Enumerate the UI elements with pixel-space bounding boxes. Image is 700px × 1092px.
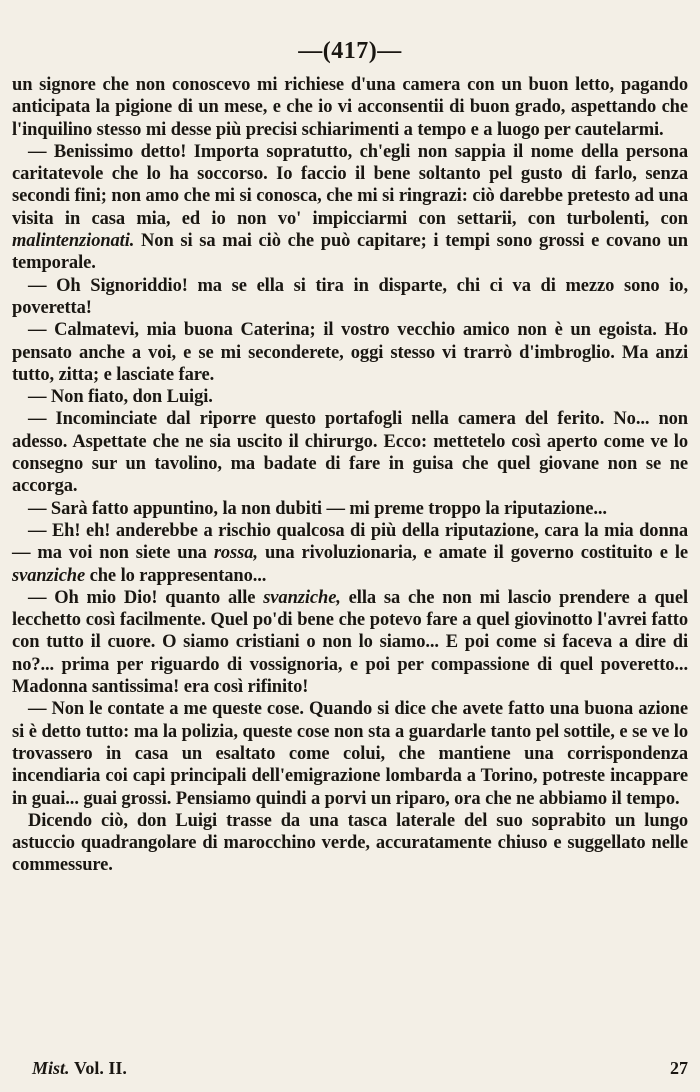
italic-text: rossa, xyxy=(213,543,258,564)
text-run: ella sa che non mi lascio prendere a quel lecchetto così facilmente. Quel po'di bene che potevo fare a quel giovinotto l'avrei fatto con tutto il cuore. O siamo cristiani o non lo siamo... E poi come si faceva a dire di no?... prima per riguardo di vossignoria, e poi per compassione di quel poveretto... Madonna santissima! era così rifinito! xyxy=(12,587,688,698)
text-run: — Non fiato, don Luigi. xyxy=(28,387,213,408)
italic-text: svanziche xyxy=(12,565,86,586)
body-text xyxy=(12,74,688,877)
paragraph xyxy=(12,810,688,877)
signature-mark xyxy=(32,1058,127,1079)
text-run: che lo rappresentano... xyxy=(85,565,267,586)
paragraph xyxy=(12,520,688,587)
paragraph xyxy=(12,408,688,497)
signature-number: 27 xyxy=(670,1058,688,1078)
paragraph xyxy=(12,386,688,408)
paragraph xyxy=(12,698,688,809)
paragraph xyxy=(12,587,688,698)
paragraph xyxy=(12,498,688,520)
text-run: — Sarà fatto appuntino, la non dubiti — mi preme troppo la riputazione... xyxy=(28,498,607,519)
signature-title: Mist. xyxy=(32,1058,70,1078)
text-run: un signore che non conoscevo mi richiese d'una camera con un buon letto, pagando anticipata la pigione di un mese, e che io vi acconsentii di buon grado, aspettando che l'inquilino stesso mi desse più precisi schiarimenti a tempo e a luogo per cautelarmi. xyxy=(12,75,688,140)
text-run: — Oh mio Dio! quanto alle xyxy=(28,587,264,608)
text-run: — Incominciate dal riporre questo portafogli nella camera del ferito. No... non adesso. Aspettate che ne sia uscito il chirurgo. Ecco: mettetelo così aperto come ve lo consegno sur un tavolino, ma badate di fare in guisa che quel giovane non se ne accorga. xyxy=(12,409,688,497)
text-run: Dicendo ciò, don Luigi trasse da una tasca laterale del suo soprabito un lungo astuccio quadrangolare di marocchino verde, accuratamente chiuso e suggellato nelle commessure. xyxy=(12,810,688,876)
signature-volume: Vol. II. xyxy=(74,1058,127,1078)
paragraph xyxy=(12,74,688,141)
text-run: — Benissimo detto! Importa sopratutto, ch'egli non sappia il nome della persona caritatevole che lo ha soccorso. Io faccio il bene soltanto pel gusto di farlo, senza secondi fini; non amo che mi si conosca, che mi si ringrazi: ciò darebbe pretesto ad una visita in casa mia, ed io non vo' impicciarmi con settarii, con turbolenti, con xyxy=(12,141,688,229)
paragraph xyxy=(12,275,688,320)
paragraph xyxy=(12,141,688,275)
paragraph xyxy=(12,319,688,386)
text-run: — Calmatevi, mia buona Caterina; il vostro vecchio amico non è un egoista. Ho pensato anche a voi, e se mi seconderete, oggi stesso vi trarrò d'imbroglio. Ma anzi tutto, zitta; e lasciate fare. xyxy=(12,320,688,385)
text-run: una rivoluzionaria, e amate il governo costituito e le xyxy=(257,543,688,564)
text-run: Non si sa mai ciò che può capitare; i tempi sono grossi e covano un temporale. xyxy=(12,231,688,274)
page-number: —(417)— xyxy=(298,38,402,64)
text-run: — Eh! eh! anderebbe a rischio qualcosa di più della riputazione, cara la mia donna — ma voi non siete una xyxy=(12,520,688,564)
italic-text: malintenzionati. xyxy=(12,231,135,252)
italic-text: svanziche, xyxy=(263,587,341,608)
text-run: — Oh Signoriddio! ma se ella si tira in disparte, chi ci va di mezzo sono io, poveretta! xyxy=(12,275,688,318)
text-run: — Non le contate a me queste cose. Quando si dice che avete fatto una buona azione si è detto tutto: ma la polizia, queste cose non sta a guardarle tanto pel sottile, e se ve lo trovassero in casa un esaltato come colui, che mantiene una corrispondenza incendiaria coi capi principali dell'emigrazione lombarda a Torino, potreste incappare in guai... guai grossi. Pensiamo quindi a porvi un riparo, ora che ne abbiamo il tempo. xyxy=(12,699,688,809)
